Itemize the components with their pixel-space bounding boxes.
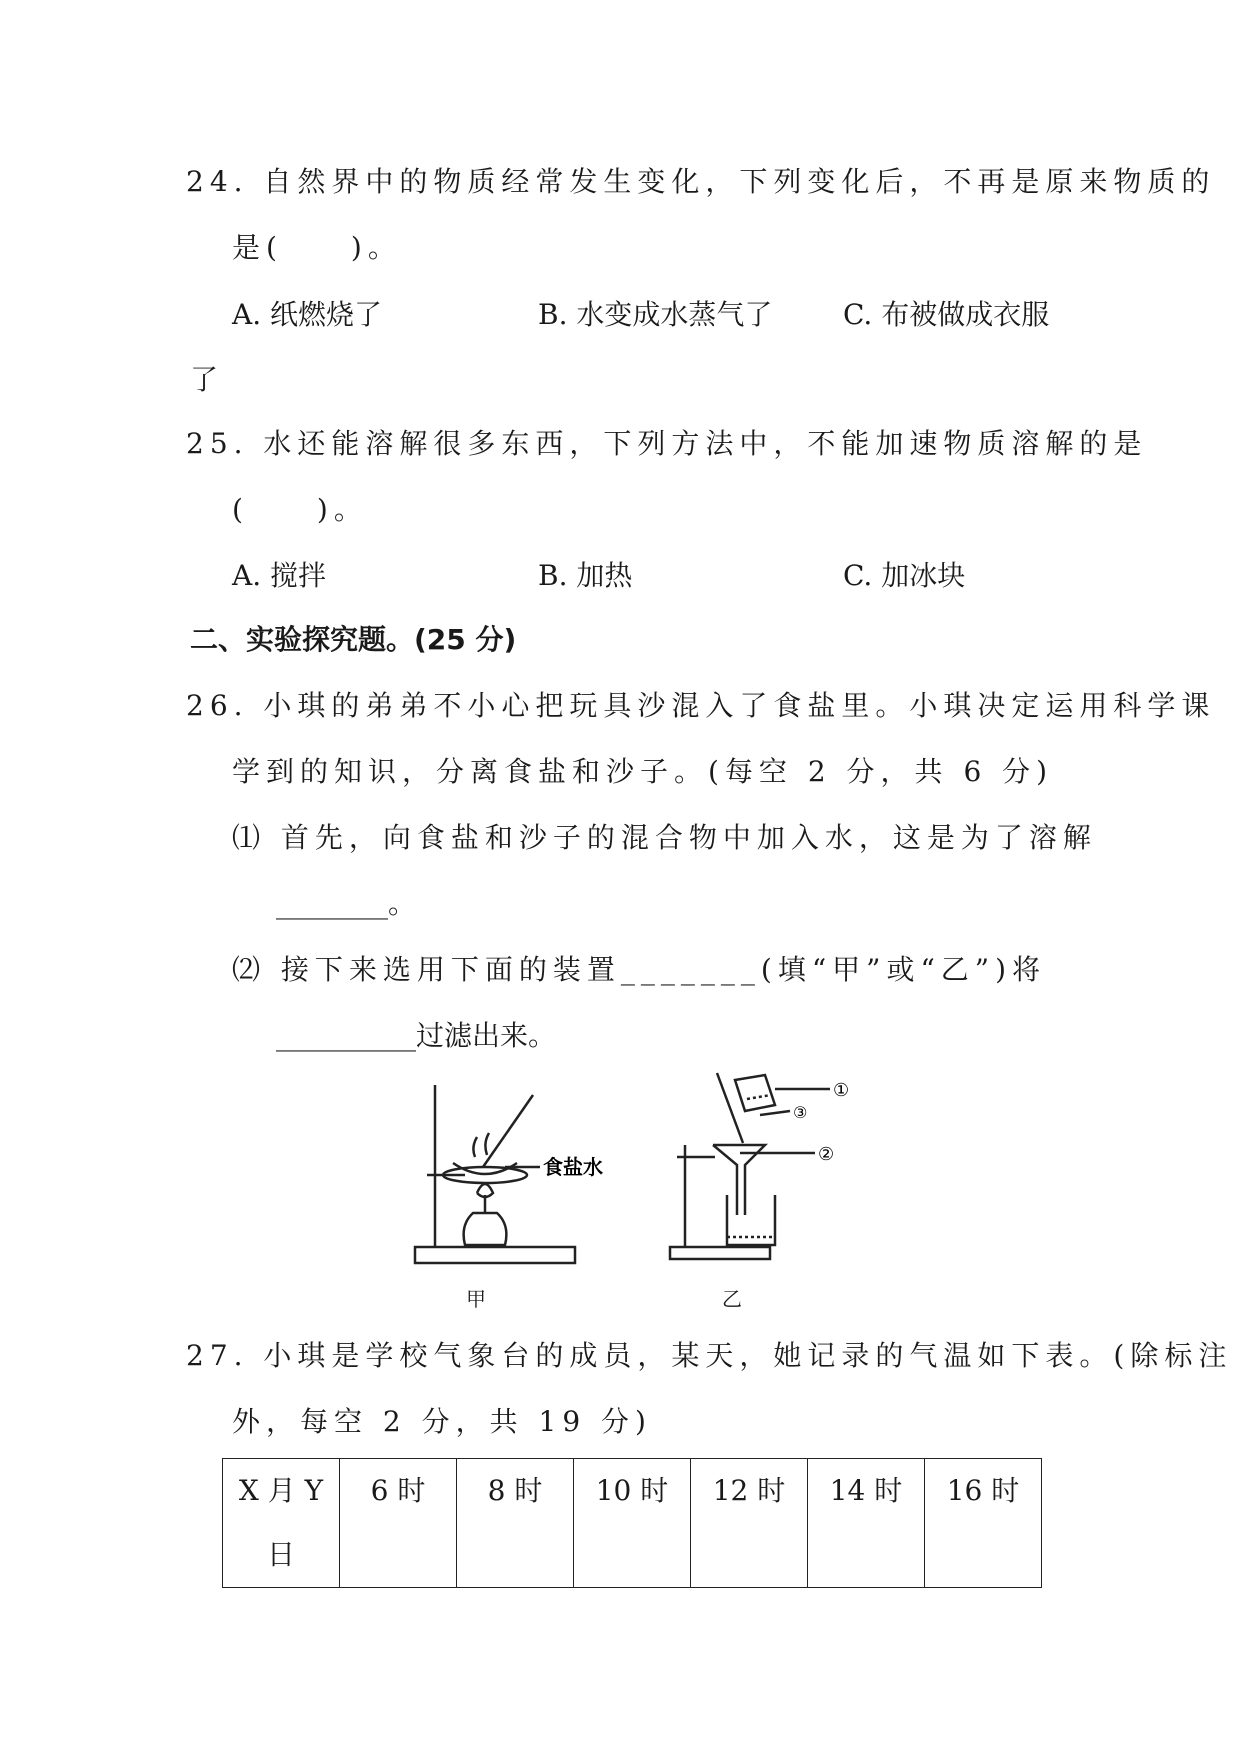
q24-option-a: A. 纸燃烧了 [232,298,383,331]
q26-stem-line1: 26. 小琪的弟弟不小心把玩具沙混入了食盐里。小琪决定运用科学课 [186,689,1216,722]
table-header-10h: 10 时 [574,1459,691,1588]
temperature-table [222,1458,1042,1588]
q27-stem-line2: 外，每空 2 分，共 19 分) [232,1405,652,1438]
apparatus-jia-figure [405,1075,615,1275]
salt-water-label: 食盐水 [543,1155,603,1179]
table-header-12h: 12 时 [691,1459,808,1588]
table-header-14h: 14 时 [808,1459,925,1588]
q26-sub2-line1: ⑵ 接下来选用下面的装置_______(填“甲”或“乙”)将 [232,953,1047,986]
table-header-16h: 16 时 [925,1459,1042,1588]
q24-option-c-continued: 了 [190,363,219,396]
q26-sub2-line2: __________过滤出来。 [276,1019,557,1052]
q25-option-b: B. 加热 [538,559,633,592]
table-header-6h: 6 时 [340,1459,457,1588]
q26-sub1-line2: ________。 [276,887,417,920]
q25-stem-line2: ( )。 [232,493,368,526]
q24-option-c: C. 布被做成衣服 [843,298,1050,331]
table-header-date: X 月 Y 日 [223,1459,340,1588]
q24-option-b: B. 水变成水蒸气了 [538,298,773,331]
marker-1: ① [833,1080,850,1101]
apparatus-yi-label: 乙 [722,1287,742,1311]
q24-stem-line2: 是( )。 [232,231,402,264]
table-header-8h: 8 时 [457,1459,574,1588]
apparatus-yi-figure [665,1065,880,1275]
q25-stem-line1: 25. 水还能溶解很多东西，下列方法中，不能加速物质溶解的是 [186,427,1148,460]
q24-stem-line1: 24. 自然界中的物质经常发生变化，下列变化后，不再是原来物质的 [186,165,1216,198]
q26-stem-line2: 学到的知识，分离食盐和沙子。(每空 2 分，共 6 分) [232,755,1054,788]
table-row [223,1459,1042,1588]
q26-sub1-line1: ⑴ 首先，向食盐和沙子的混合物中加入水，这是为了溶解 [232,821,1097,854]
q25-option-c: C. 加冰块 [843,559,966,592]
marker-2: ② [818,1144,835,1165]
apparatus-jia-label: 甲 [466,1287,486,1311]
q27-stem-line1: 27. 小琪是学校气象台的成员，某天，她记录的气温如下表。(除标注 [186,1339,1233,1372]
q25-option-a: A. 搅拌 [232,559,327,592]
marker-3: ③ [793,1103,808,1122]
section-2-title: 二、实验探究题。(25 分) [190,623,517,656]
